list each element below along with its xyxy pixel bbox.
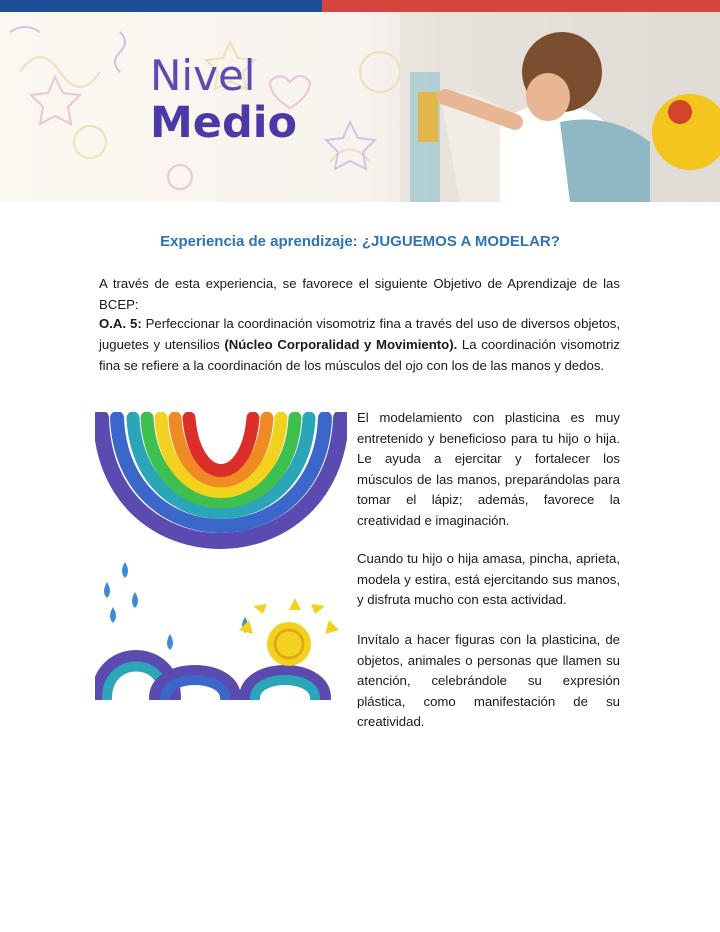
body-paragraph-3: Invítalo a hacer figuras con la plasticina, de objetos, animales o personas que llamen su atención, celebrándole su expresión plástica, como manifestación de su creatividad. [357, 632, 620, 729]
top-bar-blue [0, 0, 322, 12]
top-bar-red [322, 0, 720, 12]
body-paragraph-2: Cuando tu hijo o hija amasa, pincha, aprieta, modela y estira, está ejercitando sus manos, y disfruta mucho con esta actividad. [357, 551, 620, 607]
header-banner [0, 12, 720, 202]
body-paragraph-1: El modelamiento con plasticina es muy entretenido y beneficioso para tu hijo o hija. Le ayuda a ejercitar y fortalecer los músculos de las manos, preparándolas para tomar el lápiz; además, favorece la creatividad e imaginación. [357, 410, 620, 528]
objective-text-2: La coordinación visomotriz fina se refiere a la coordinación de los músculos del ojo con los de las manos y dedos. [99, 337, 620, 373]
objective-paragraph [99, 313, 620, 376]
objective-label: O.A. 5: [99, 316, 142, 331]
intro-paragraph: A través de esta experiencia, se favorece el siguiente Objetivo de Aprendizaje de las BCEP: [99, 276, 620, 312]
top-color-bar [0, 0, 720, 12]
banner-illustration [0, 12, 720, 202]
plasticine-rainbow-image [95, 412, 347, 700]
page-title: Experiencia de aprendizaje: ¿JUGUEMOS A MODELAR? [160, 233, 560, 250]
objective-text-1: Perfeccionar la coordinación visomotriz fina a través del uso de diversos objetos, juguetes y utensilios [99, 316, 620, 352]
logo-nivel: Nivel [150, 51, 256, 100]
objective-nucleus: (Núcleo Corporalidad y Movimiento). [224, 337, 458, 352]
logo-medio: Medio [150, 98, 298, 148]
